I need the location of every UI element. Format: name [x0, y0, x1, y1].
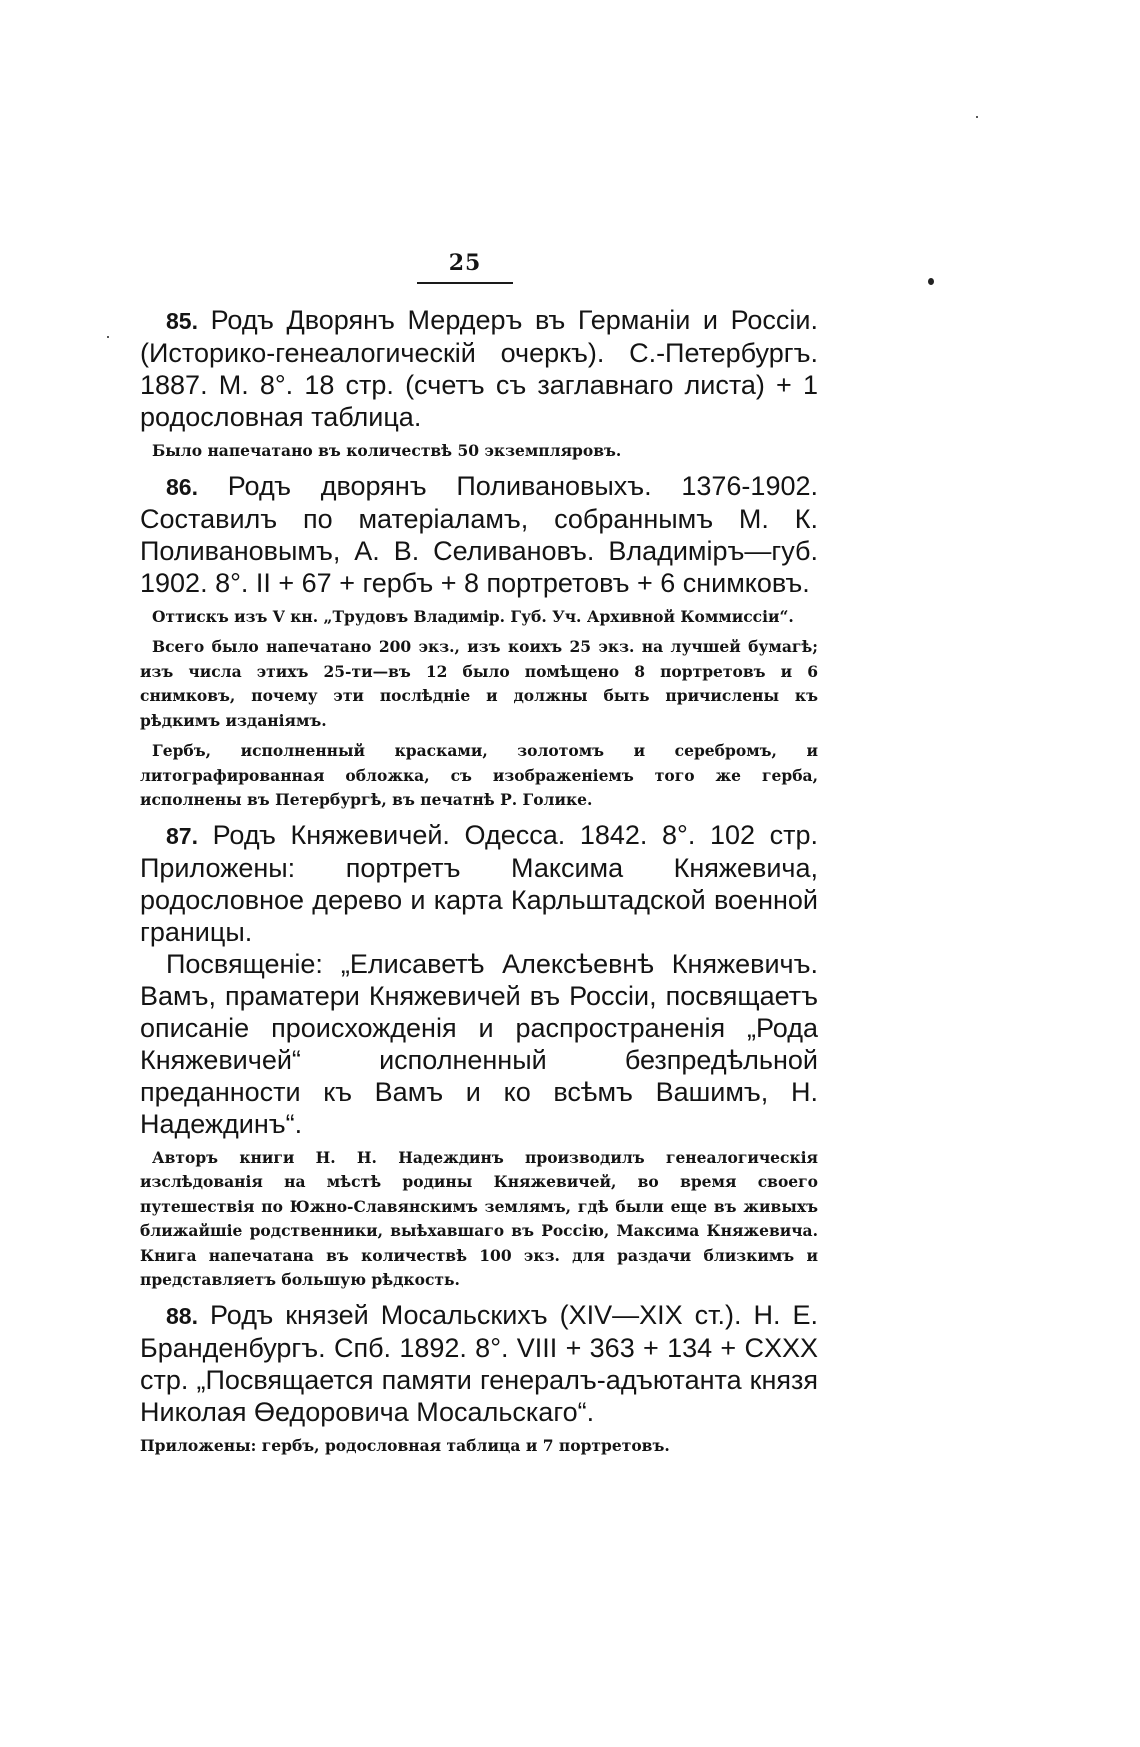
entry-description: Родъ дворянъ Поливановыхъ. 1376-1902. Составилъ по матеріаламъ, собраннымъ М. К. Поливановымъ, А. В. Селивановъ. Владиміръ—губ. 1902. 8°. II + 67 + гербъ + 8 портретовъ + 6 снимковъ. [140, 470, 818, 598]
bibliography-entry-86 [140, 470, 818, 813]
entry-dedication: Посвященіе: „Елисаветѣ Алексѣевнѣ Княжевичъ. Вамъ, праматери Княжевичей въ Россіи, посвящаетъ описаніе происхожденія и распространенія „Рода Княжевичей“ исполненный безпредѣльной преданности къ Вамъ и ко всѣмъ Вашимъ, Н. Надеждинъ“. [140, 948, 818, 1139]
entry-description: Родъ князей Мосальскихъ (XIV—XIX ст.). Н. Е. Бранденбургъ. Спб. 1892. 8°. VIII + 363 + 134 + CXXX стр. „Посвящается памяти генералъ-адъютанта князя Николая Өедоровича Мосальскаго“. [140, 1299, 818, 1427]
page-number-rule [417, 282, 513, 284]
print-speck [107, 336, 109, 338]
page-number: 25 [448, 250, 482, 276]
page-body [140, 304, 818, 1464]
bibliography-entry-87 [140, 819, 818, 1293]
entry-main-text [140, 819, 818, 948]
entry-number: 88. [166, 1302, 198, 1329]
print-speck [976, 116, 978, 118]
entry-note: Всего было напечатано 200 экз., изъ коихъ 25 экз. на лучшей бумагѣ; изъ числа этихъ 25-ти—въ 12 было помѣщено 8 портретовъ и 6 снимковъ, почему эти послѣдніе и должны быть причислены къ рѣдкимъ изданіямъ. [140, 637, 818, 730]
bibliography-entry-88 [140, 1299, 818, 1459]
entry-number: 86. [166, 473, 198, 500]
entry-note: Оттискъ изъ V кн. „Трудовъ Владимір. Губ. Уч. Архивной Коммиссіи“. [152, 606, 794, 626]
entry-note: Приложены: гербъ, родословная таблица и 7 портретовъ. [140, 1435, 670, 1455]
entry-note: Авторъ книги Н. Н. Надеждинъ производилъ генеалогическія изслѣдованія на мѣстѣ родины Княжевичей, во время своего путешествія по Южно-Славянскимъ землямъ, гдѣ были еще въ живыхъ ближайшіе родственники, выѣхавшаго въ Россію, Максима Княжевича. Книга напечатана въ количествѣ 100 экз. для раздачи близкимъ и представляетъ большую рѣдкость. [140, 1147, 818, 1289]
entry-description: Родъ Княжевичей. Одесса. 1842. 8°. 102 стр. Приложены: портретъ Максима Княжевича, родословное дерево и карта Карльштадской военной границы. [140, 819, 818, 947]
entry-main-text [140, 1299, 818, 1428]
entry-note: Было напечатано въ количествѣ 50 экземпляровъ. [152, 441, 622, 460]
entry-number: 87. [166, 822, 198, 849]
print-speck [928, 278, 934, 285]
entry-description: Родъ Дворянъ Мердеръ въ Германіи и Россіи. (Историко-генеалогическій очеркъ). С.-Петербургъ. 1887. М. 8°. 18 стр. (счетъ съ заглавнаго листа) + 1 родословная таблица. [140, 305, 818, 432]
entry-main-text [140, 470, 818, 599]
entry-number: 85. [166, 308, 198, 334]
entry-note: Гербъ, исполненный красками, золотомъ и серебромъ, и литографированная обложка, съ изображеніемъ того же герба, исполнены въ Петербургѣ, въ печатнѣ Р. Голике. [140, 741, 818, 809]
bibliography-entry-85 [140, 304, 818, 464]
entry-main-text [140, 304, 818, 433]
